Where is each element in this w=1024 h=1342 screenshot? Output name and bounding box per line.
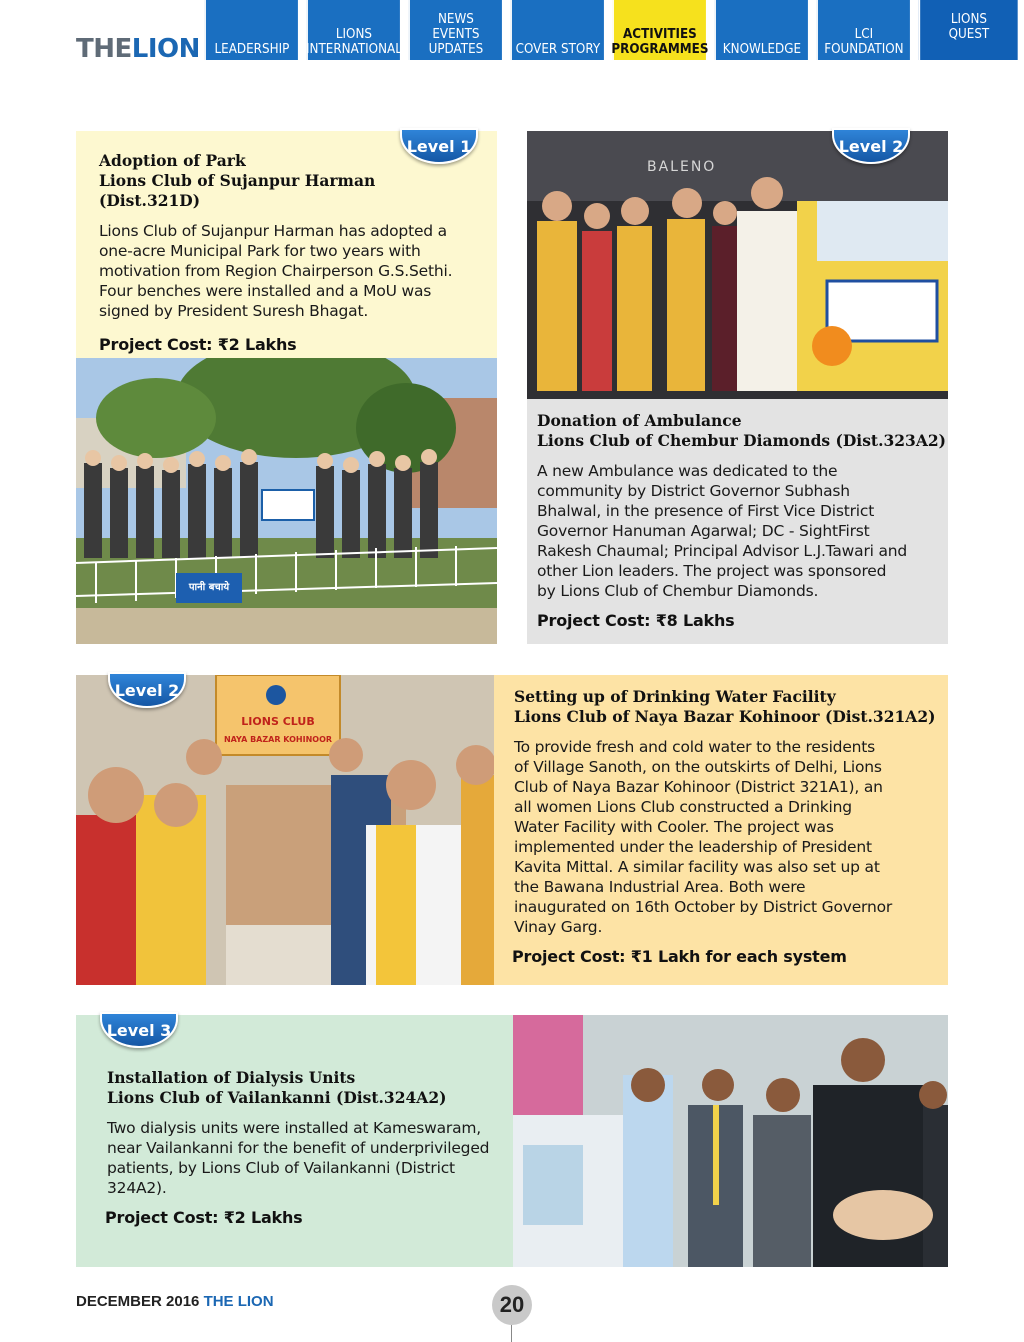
club-name: Lions Club of Naya Bazar Kohinoor (Dist.321A2) [514,707,936,726]
logo-lion: LION [131,34,200,64]
level-badge: Level 3 [100,1012,178,1048]
ambulance-photo [527,131,948,399]
level-badge: Level 2 [832,128,910,164]
project-cost: Project Cost: ₹8 Lakhs [537,611,735,630]
showroom-sign: BALENO [647,159,717,175]
logo-the: THE [76,34,132,64]
water-facility-photo [76,675,494,985]
tab-lions-international[interactable]: LIONS INTERNATIONAL [306,0,400,60]
banner-club-name: NAYA BAZAR KOHINOOR [223,735,333,744]
masthead [0,0,1024,80]
card-description: To provide fresh and cold water to the residents of Village Sanoth, on the outskirts of Delhi, Lions Club of Naya Bazar Kohinoor (District 321A1), an all women Lions Club constructed a Drinking Water Facility with Cooler. The project was implemented under the leadership of President Kavita Mittal. A similar facility was also set up at the Bawana Industrial Area. Both were inaugurated on 16th October by District Governor Vinay Garg. [514,738,893,936]
project-cost: Project Cost: ₹1 Lakh for each system [512,947,847,966]
page-number: 20 [492,1285,532,1325]
card-title: Setting up of Drinking Water Facility [514,687,836,706]
level-badge: Level 1 [400,128,478,164]
tab-lions-quest[interactable]: LIONS QUEST [918,0,1017,60]
footer-magazine-name: THE LION [203,1293,274,1310]
project-cost: Project Cost: ₹2 Lakhs [105,1208,303,1227]
card-description: Lions Club of Sujanpur Harman has adopted a one-acre Municipal Park for two years with motivation from Region Chairperson G.S.Sethi. Four benches were installed and a MoU was signed by President Suresh Bhagat. [99,222,453,320]
water-text-panel [494,675,948,985]
dialysis-photo [513,1015,948,1267]
tab-knowledge[interactable]: KNOWLEDGE [714,0,808,60]
dialysis-text-panel [76,1015,513,1267]
page-divider [511,1325,512,1342]
tab-activities-programmes[interactable]: ACTIVITIES PROGRAMMES [612,0,706,60]
club-name: Lions Club of Sujanpur Harman (Dist.321D) [99,171,376,210]
park-sign-text: पानी बचाये [188,582,230,593]
level-badge: Level 2 [108,672,186,708]
card-description: Two dialysis units were installed at Kameswaram, near Vailankanni for the benefit of underprivileged patients, by Lions Club of Vailankanni (District 324A2). [107,1119,490,1197]
tab-news-events-updates[interactable]: NEWS EVENTS UPDATES [408,0,502,60]
magazine-logo[interactable] [76,34,200,64]
tab-cover-story[interactable]: COVER STORY [510,0,604,60]
card-title: Installation of Dialysis Units [107,1068,356,1087]
park-text-panel [76,131,497,358]
card-title: Donation of Ambulance [537,411,742,430]
card-title: Adoption of Park [99,151,246,170]
tab-lci-foundation[interactable]: LCI FOUNDATION [816,0,910,60]
project-cost: Project Cost: ₹2 Lakhs [99,335,297,354]
footer-issue [76,1293,274,1310]
tab-leadership[interactable]: LEADERSHIP [204,0,298,60]
park-photo [76,358,497,644]
section-nav [200,0,1022,60]
card-description: A new Ambulance was dedicated to the community by District Governor Subhash Bhalwal, in the presence of First Vice District Governor Hanuman Agarwal; DC - SightFirst Rakesh Chaumal; Principal Advisor L.J.Tawari and other Lion leaders. The project was sponsored by Lions Club of Chembur Diamonds. [537,462,908,600]
banner-club-label: LIONS CLUB [241,715,315,728]
club-name: Lions Club of Vailankanni (Dist.324A2) [107,1088,447,1107]
ambulance-text-panel [527,399,948,644]
club-name: Lions Club of Chembur Diamonds (Dist.323A2) [537,431,946,450]
issue-date: DECEMBER 2016 [76,1293,200,1310]
